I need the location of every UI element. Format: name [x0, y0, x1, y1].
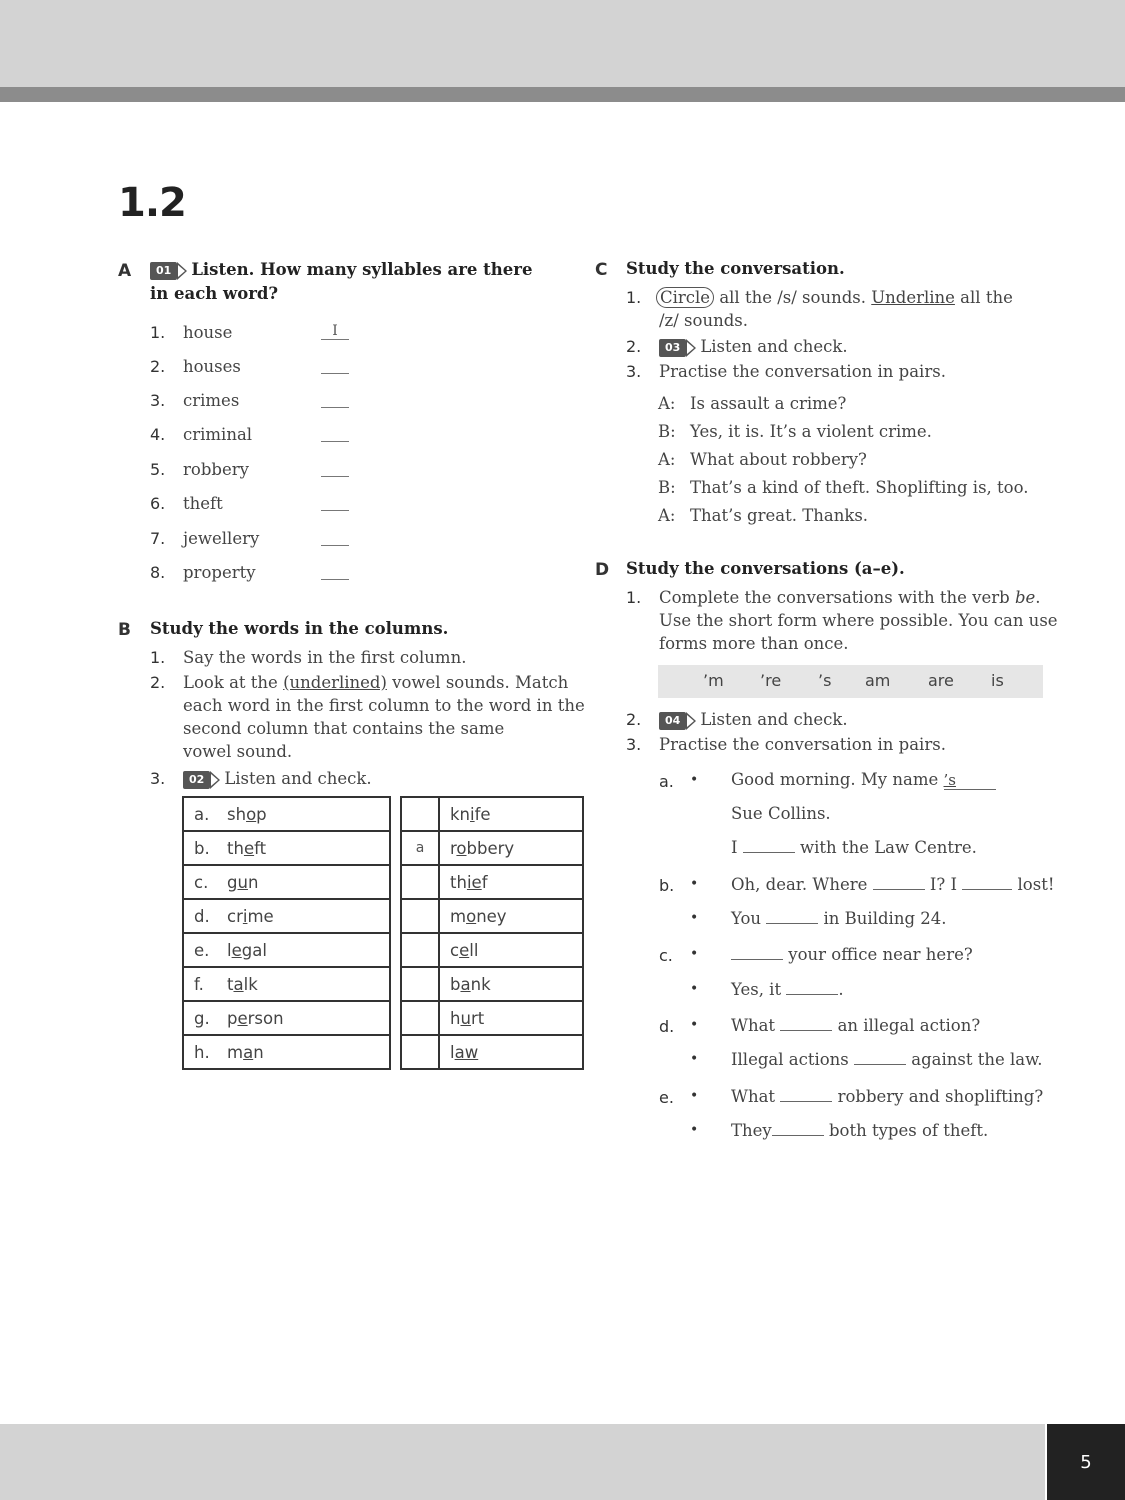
- section-a-title-line1: Listen. How many syllables are there: [191, 260, 533, 279]
- audio-number: 02: [183, 771, 210, 789]
- line-text: What about robbery?: [690, 450, 867, 469]
- bullet-icon: •: [690, 981, 699, 997]
- word-part: b: [450, 974, 461, 994]
- step-text: Listen and check.: [700, 710, 848, 729]
- word-part: bbery: [466, 838, 515, 858]
- answer-blank[interactable]: [321, 529, 349, 546]
- speaker: A:: [658, 506, 676, 525]
- answer-blank[interactable]: [962, 875, 1012, 890]
- conversation-line: [658, 420, 932, 443]
- item-number: 8.: [150, 563, 166, 582]
- match-answer-box[interactable]: [401, 865, 439, 899]
- table-row: [183, 831, 390, 865]
- vowel-underlined: i: [470, 804, 475, 824]
- vowel-underlined: e: [231, 940, 242, 960]
- header-stripe: [0, 87, 1125, 102]
- answer-blank[interactable]: [321, 494, 349, 511]
- line-text: What: [731, 1016, 776, 1035]
- step-text: Look at the: [183, 673, 284, 692]
- line-text: Is assault a crime?: [690, 394, 847, 413]
- match-answer-box[interactable]: [401, 933, 439, 967]
- speaker: B:: [658, 478, 676, 497]
- vowel-underlined: e: [237, 1008, 248, 1028]
- step-number: 2.: [626, 710, 642, 729]
- left-cell: [183, 899, 390, 933]
- section-b-step2: [150, 671, 568, 694]
- table-row: [401, 933, 583, 967]
- step-number: 2.: [626, 337, 642, 356]
- word-part: l: [450, 1042, 455, 1062]
- step-text: Complete the conversations with the verb: [659, 588, 1015, 607]
- audio-track-03[interactable]: [659, 339, 696, 357]
- table-row: [183, 933, 390, 967]
- bullet-icon: •: [690, 946, 699, 962]
- left-cell: [183, 933, 390, 967]
- answer-blank[interactable]: [873, 875, 925, 890]
- item-word: robbery: [183, 460, 249, 479]
- table-row: [401, 831, 583, 865]
- word-part: rson: [247, 1008, 284, 1028]
- match-answer-box[interactable]: [401, 1035, 439, 1069]
- vowel-underlined: o: [466, 906, 477, 926]
- vowel-underlined: o: [456, 838, 467, 858]
- step-text-line2: Use the short form where possible. You can use: [659, 611, 1058, 630]
- bullet-icon: •: [690, 1051, 699, 1067]
- conversation-line: [658, 392, 846, 415]
- word-part: n: [253, 1042, 264, 1062]
- answer-blank[interactable]: I: [321, 323, 349, 340]
- step-text-line2: /z/ sounds.: [659, 311, 748, 330]
- step-text: Say the words in the first column.: [183, 648, 467, 667]
- conversation-b-line1: [731, 875, 1054, 894]
- match-answer-box[interactable]: a: [401, 831, 439, 865]
- step-text: Listen and check.: [224, 769, 372, 788]
- speaker: A:: [658, 450, 676, 469]
- bullet-icon: •: [690, 772, 699, 788]
- page-number: 5: [1047, 1424, 1125, 1500]
- table-row: [401, 967, 583, 1001]
- conversation-c-line1: [731, 945, 973, 964]
- line-text: robbery and shoplifting?: [837, 1087, 1044, 1106]
- table-row: [183, 1035, 390, 1069]
- section-a-title-line2: in each word?: [150, 284, 279, 303]
- answer-blank[interactable]: [780, 1087, 832, 1102]
- step-text: .: [1035, 588, 1041, 607]
- word-part: r: [450, 838, 457, 858]
- answer-blank[interactable]: [786, 980, 838, 995]
- speaker: B:: [658, 422, 676, 441]
- right-cell: [439, 797, 583, 831]
- word-part: kn: [450, 804, 471, 824]
- line-text: They: [731, 1121, 772, 1140]
- right-cell: [439, 1035, 583, 1069]
- item-word: houses: [183, 357, 241, 376]
- table-row: [183, 1001, 390, 1035]
- step-number: 3.: [150, 769, 166, 788]
- step-text: all the: [954, 288, 1013, 307]
- line-text: That’s great. Thanks.: [690, 506, 869, 525]
- left-cell: [183, 831, 390, 865]
- item-word: criminal: [183, 425, 253, 444]
- answer-blank[interactable]: [321, 391, 349, 408]
- line-text: in Building 24.: [823, 909, 947, 928]
- answer-blank[interactable]: [321, 357, 349, 374]
- speaker: A:: [658, 394, 676, 413]
- conversation-label-b: b.: [659, 876, 675, 895]
- word-part: lk: [243, 974, 258, 994]
- audio-track-01[interactable]: [150, 262, 187, 280]
- conversation-e-line1: [731, 1087, 1043, 1106]
- table-row: [401, 1035, 583, 1069]
- section-a-letter: A: [118, 261, 132, 281]
- left-cell: [183, 1001, 390, 1035]
- header-band: [0, 0, 1125, 87]
- play-icon: [210, 771, 220, 789]
- item-number: 1.: [150, 323, 166, 342]
- right-cell: [439, 865, 583, 899]
- play-icon: [177, 262, 187, 280]
- step-number: 3.: [626, 362, 642, 381]
- right-cell: [439, 967, 583, 1001]
- answer-blank[interactable]: [766, 909, 818, 924]
- step-number: 1.: [150, 648, 166, 667]
- circled-word: Circle: [656, 287, 714, 308]
- word-part: g: [227, 872, 238, 892]
- word-part: l: [227, 940, 232, 960]
- word-part: p: [256, 804, 267, 824]
- conversation-d-line1: [731, 1016, 980, 1035]
- vowel-underlined: a: [243, 1042, 254, 1062]
- table-row: [183, 865, 390, 899]
- conversation-line: [658, 448, 867, 471]
- section-a-title: [150, 258, 532, 306]
- conversation-label-e: e.: [659, 1088, 674, 1107]
- line-text: an illegal action?: [837, 1016, 981, 1035]
- vowel-underlined: ie: [466, 872, 482, 892]
- word-part: th: [450, 872, 467, 892]
- table-row: [183, 797, 390, 831]
- table-row: [183, 899, 390, 933]
- step-number: 2.: [150, 673, 166, 692]
- answer-blank[interactable]: [321, 460, 349, 477]
- play-icon: [686, 712, 696, 730]
- word-part: m: [450, 906, 467, 926]
- left-cell: [183, 797, 390, 831]
- section-d-step1: [626, 586, 1041, 609]
- conversation-a-line1b: Sue Collins.: [731, 804, 831, 823]
- cell-letter: b.: [194, 838, 210, 858]
- audio-number: 01: [150, 262, 177, 280]
- section-d-letter: D: [595, 560, 610, 580]
- answer-blank[interactable]: [743, 838, 795, 853]
- line-text: lost!: [1017, 875, 1055, 894]
- step-text-line4: vowel sound.: [183, 742, 293, 761]
- line-text: both types of theft.: [828, 1121, 989, 1140]
- cell-letter: a.: [194, 804, 210, 824]
- item-word: theft: [183, 494, 223, 513]
- step-text: Listen and check.: [700, 337, 848, 356]
- section-b-letter: B: [118, 620, 131, 640]
- conversation-line: [658, 504, 868, 527]
- vowel-underlined: o: [246, 804, 257, 824]
- step-number: 3.: [626, 735, 642, 754]
- word-part: gal: [241, 940, 267, 960]
- word-part: th: [227, 838, 244, 858]
- left-cell: [183, 1035, 390, 1069]
- conversation-b-line2: [731, 909, 947, 928]
- word-box: [658, 665, 1043, 698]
- line-text: Illegal actions: [731, 1050, 849, 1069]
- vowel-underlined: u: [460, 1008, 471, 1028]
- right-cell: [439, 1001, 583, 1035]
- step-number: 1.: [626, 288, 642, 307]
- bullet-icon: •: [690, 910, 699, 926]
- underlined-word: (underlined): [283, 673, 387, 692]
- answer-blank[interactable]: [772, 1121, 824, 1136]
- word-part: cr: [227, 906, 243, 926]
- word-part: f: [481, 872, 488, 892]
- word-part: c: [450, 940, 460, 960]
- conversation-a-line2: [731, 838, 977, 857]
- right-cell: [439, 899, 583, 933]
- line-text: I: [731, 838, 738, 857]
- cell-letter: c.: [194, 872, 209, 892]
- word-part: sh: [227, 804, 247, 824]
- answer-blank[interactable]: [780, 1016, 832, 1031]
- footer-band: [0, 1424, 1045, 1500]
- item-number: 3.: [150, 391, 166, 410]
- audio-track-04[interactable]: [659, 712, 696, 730]
- section-b-step1: [150, 646, 466, 669]
- step-text: all the /s/ sounds.: [714, 288, 872, 307]
- step-text: Practise the conversation in pairs.: [659, 362, 946, 381]
- item-number: 7.: [150, 529, 166, 548]
- word-option: are: [928, 671, 954, 690]
- vowel-underlined: aw: [454, 1042, 479, 1062]
- vowel-underlined: i: [242, 906, 248, 926]
- vowel-underlined: a: [233, 974, 244, 994]
- line-text: Good morning. My name: [731, 770, 944, 789]
- table-row: [183, 967, 390, 1001]
- word-part: ll: [469, 940, 479, 960]
- section-b-step3: [150, 767, 372, 790]
- table-row: [401, 899, 583, 933]
- word-option: ’re: [760, 671, 782, 690]
- word-part: rt: [470, 1008, 485, 1028]
- conversation-d-line2: [731, 1050, 1043, 1069]
- cell-letter: g.: [194, 1008, 210, 1028]
- match-answer-box[interactable]: [401, 1001, 439, 1035]
- answer-blank[interactable]: [854, 1050, 906, 1065]
- bullet-icon: •: [690, 1088, 699, 1104]
- word-part: fe: [474, 804, 491, 824]
- section-d-step2: [626, 708, 848, 731]
- vowel-underlined: a: [460, 974, 471, 994]
- conversation-label-d: d.: [659, 1017, 675, 1036]
- match-answer-box[interactable]: [401, 967, 439, 1001]
- item-number: 6.: [150, 494, 166, 513]
- step-text: Practise the conversation in pairs.: [659, 735, 946, 754]
- cell-letter: e.: [194, 940, 210, 960]
- word-part: nk: [470, 974, 491, 994]
- line-text: with the Law Centre.: [800, 838, 977, 857]
- left-cell: [183, 865, 390, 899]
- play-icon: [686, 339, 696, 357]
- table-row: [401, 865, 583, 899]
- word-part: n: [247, 872, 259, 892]
- item-number: 5.: [150, 460, 166, 479]
- word-option: ’m: [703, 671, 724, 690]
- answer-text: ’s: [943, 771, 956, 789]
- item-word: property: [183, 563, 256, 582]
- line-text: against the law.: [911, 1050, 1043, 1069]
- item-word: crimes: [183, 391, 240, 410]
- bullet-icon: •: [690, 1017, 699, 1033]
- line-text: Yes, it: [731, 980, 782, 999]
- section-c-letter: C: [595, 260, 608, 280]
- line-text: I? I: [929, 875, 958, 894]
- left-cell: [183, 967, 390, 1001]
- item-word: house: [183, 323, 233, 342]
- right-cell: [439, 933, 583, 967]
- line-text: Yes, it is. It’s a violent crime.: [690, 422, 932, 441]
- table-row: [401, 1001, 583, 1035]
- answer-blank[interactable]: [321, 563, 349, 580]
- underlined-word: Underline: [871, 288, 955, 307]
- answer-blank[interactable]: [321, 425, 349, 442]
- section-b-title: Study the words in the columns.: [150, 619, 449, 638]
- right-word-column: [400, 796, 584, 1070]
- word-part: m: [227, 1042, 244, 1062]
- bullet-icon: •: [690, 1122, 699, 1138]
- vowel-underlined: e: [243, 838, 255, 858]
- conversation-a-line1: [731, 770, 996, 790]
- word-part: ney: [476, 906, 507, 926]
- vowel-underlined: u: [237, 872, 248, 892]
- audio-number: 04: [659, 712, 686, 730]
- line-text: You: [731, 909, 762, 928]
- word-part: me: [247, 906, 274, 926]
- cell-letter: d.: [194, 906, 210, 926]
- left-word-column: [182, 796, 391, 1070]
- audio-track-02[interactable]: [183, 771, 220, 789]
- section-c-step2: [626, 335, 848, 358]
- step-text-line3: forms more than once.: [659, 634, 849, 653]
- step-number: 1.: [626, 588, 642, 607]
- conversation-line: [658, 476, 1029, 499]
- table-row: [401, 797, 583, 831]
- section-d-title: Study the conversations (a–e).: [626, 559, 905, 578]
- word-option: ’s: [818, 671, 832, 690]
- conversation-label-c: c.: [659, 946, 673, 965]
- line-text: What: [731, 1087, 776, 1106]
- conversation-label-a: a.: [659, 772, 674, 791]
- line-text: your office near here?: [788, 945, 973, 964]
- item-number: 2.: [150, 357, 166, 376]
- section-c-step3: [626, 360, 946, 383]
- section-c-step1: [626, 286, 1013, 309]
- step-text-line3: second column that contains the same: [183, 719, 505, 738]
- word-option: am: [865, 671, 891, 690]
- right-cell: [439, 831, 583, 865]
- answer-blank[interactable]: [944, 771, 996, 790]
- word-part: p: [227, 1008, 238, 1028]
- match-answer-box[interactable]: [401, 899, 439, 933]
- cell-letter: h.: [194, 1042, 210, 1062]
- audio-number: 03: [659, 339, 686, 357]
- bullet-icon: •: [690, 876, 699, 892]
- item-number: 4.: [150, 425, 166, 444]
- section-c-title: Study the conversation.: [626, 259, 845, 278]
- word-part: ft: [254, 838, 267, 858]
- word-part: h: [450, 1008, 461, 1028]
- step-text-line2: each word in the first column to the word in the: [183, 696, 585, 715]
- line-text: Oh, dear. Where: [731, 875, 868, 894]
- section-d-step3: [626, 733, 946, 756]
- answer-blank[interactable]: [731, 945, 783, 960]
- line-text: .: [838, 980, 844, 999]
- vowel-underlined: e: [459, 940, 470, 960]
- conversation-e-line2: [731, 1121, 988, 1140]
- conversation-c-line2: [731, 980, 844, 999]
- word-part: t: [227, 974, 234, 994]
- item-word: jewellery: [183, 529, 260, 548]
- word-option: is: [991, 671, 1004, 690]
- line-text: That’s a kind of theft. Shoplifting is, too.: [690, 478, 1029, 497]
- unit-number: 1.2: [118, 180, 186, 226]
- step-text: vowel sounds. Match: [386, 673, 569, 692]
- cell-letter: f.: [194, 974, 204, 994]
- match-answer-box[interactable]: [401, 797, 439, 831]
- emphasis-word: be: [1014, 588, 1036, 607]
